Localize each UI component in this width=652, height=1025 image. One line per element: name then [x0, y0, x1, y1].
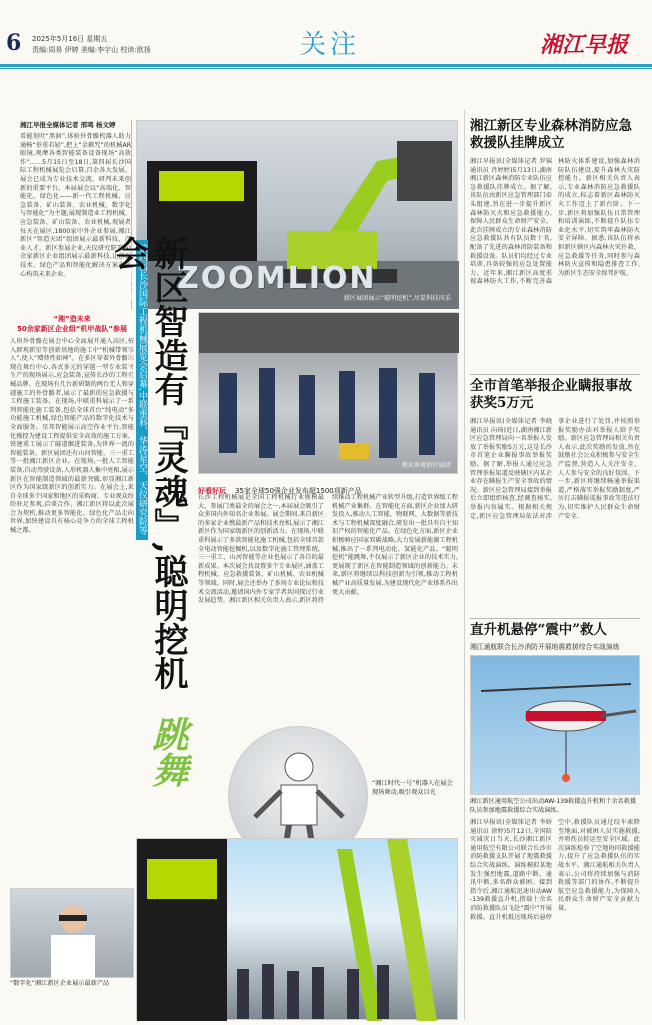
- ar-glasses-caption: “数字化”湘江新区企业展示最新产品: [10, 980, 110, 987]
- heli-article: [470, 622, 640, 1018]
- heli-article-title: 直升机悬停“震中”救人: [470, 622, 608, 638]
- issue-editors: 责编:周易 伊婷 美编:李宇山 校读:欧扬: [32, 46, 151, 54]
- reward-article: [470, 378, 640, 618]
- center-body: 长沙工程机械展是全国工程机械行业规模最大、参展门类最全的展会之一,本届展会吸引了众多国内外知名企业参展。展会期间,来自新区的多家企业携最新产品和技术亮相,展示了湘江新区作为国家级新区的创新活力。在现场,中联重科展示了多款智能化施工机械,包括全球首款全电动智能挖掘机,以及数字化施工管理系统。三一重工、山河智能等企业也展示了各自的最新成果。本次展会共设置多个专业展区,涵盖工程机械、应急救援装备、矿山机械、农业机械等领域。同时,展会还举办了多场专业论坛和技术交流活动,邀请国内外专家学者共同探讨行业发展趋势。湘江新区相关负责人表示,新区将持续推动工程机械产业转型升级,打造世界级工程机械产业集群。在智能化方面,新区企业加大研发投入,推动人工智能、物联网、大数据等新技术与工程机械深度融合,研发出一批具有自主知识产权的智能化产品。在绿色化方面,新区企业积极响应国家双碳战略,大力发展新能源工程机械,推出了一系列电动化、氢能化产品。“聪明挖机”能跳舞,不仅展示了新区企业的技术实力,更展现了新区在智能制造领域的创新能力。未来,新区将继续以科技创新为引领,推动工程机械产业高质量发展,为建设现代化产业体系作出更大贡献。: [198, 494, 458, 605]
- lead-body: 人形外骨骼在展会中心全面展开通入高区,被入群观新星等创新基地的施工中“机械带领器人”,使人“增替性如神”。在多区穿着外骨骼出现在舞台中心,各式多元的穿越一型专业装备生产的现场展示,应急装备,宣传长沙的工程机械品牌。在现场有几台新研制的两台无人和穿越施工的外骨骼者,展示了最新的应急救援与工程施工装备。在现场,中联重科展示了一系列智能化施工装备,包括全球首台“纯电动”多功能施工机械,绿色智能产品的数字化技术与全面服务。星邦智能展示高空作业平台,智能化操控为建设工程提供安全高效的施工方案。铁建重工展示了隧道掘进装备,为世界一流的智能装备。新区展团还有山河智能、三一重工等一批湘江新区企业。在现场,一批人工智能装备,自动驾驶设备,人形机器人集中亮相,展示新区在智能制造领域的最新突破,彰显湘江新区作为国家级新区的创新实力。在展会上,来自全球多个国家和地区的采购商、专业观众纷纷驻足参观,洽谈合作。湘江新区将以此次展会为契机,推动更多智能化、绿色化产品走向世界,加快建设具有核心竞争力的全球工程机械之都。: [10, 338, 134, 535]
- middle-caption-label: 好看好玩: [198, 487, 226, 495]
- fire-article-body: 湘江早报讯(全媒体记者 罗锦 通讯员 肖婷婷)5月13日,湖南湘江新区森林消防专业队伍应急救援队挂牌成立。据了解,该队伍由新区应急管理部门牵头组建,旨在进一步提升新区森林防灭火和应急救援能力,保障人民群众生命财产安全。此次挂牌成立的专业森林消防应急救援队共有队员数十名,配备了先进的森林消防装备和救援设备。队员们均经过专业培训,具备较强的应急处置能力。近年来,湘江新区高度重视森林防火工作,不断完善森林防火体系建设,加强森林消防队伍建设,提升森林火灾防控能力。新区相关负责人表示,专业森林消防应急救援队的成立,标志着新区森林防灭火工作迈上了新台阶。下一步,新区将加强队伍日常管理和培训演练,不断提升队伍专业化水平,切实筑牢森林防火安全屏障。据悉,该队伍将承担新区辖区内森林火灾扑救、应急救援等任务,同时参与森林防火宣传和隐患排查工作,为新区生态安全保驾护航。: [470, 158, 640, 286]
- crowd-illustration: [199, 313, 459, 475]
- crowd-photo: [198, 312, 458, 474]
- newspaper-logo: 湘江早报: [540, 32, 629, 58]
- headline-accent: 跳舞: [147, 716, 189, 788]
- person-illustration: [11, 889, 135, 979]
- page-number: 6: [6, 30, 22, 56]
- helicopter-caption: 湘江新区通用航空公司出动AW-139救援直升机和十余名救援队员参加地震救援综合实战演练。: [470, 798, 637, 814]
- lead-subhead-box: [10, 314, 134, 334]
- reward-article-body: 湘江早报讯(全媒体记者 李晓 通讯员 向琦)近日,湖南湘江新区应急管理局向一名举报人发放了举报奖励5万元,这是长沙市首笔企业瞒报事故举报奖励。据了解,举报人通过应急管理举报渠道反映辖区内某企业存在瞒报生产安全事故的情况。新区应急管理局接到举报后立即组织核查,经调查核实,举报内容属实。根据相关规定,新区应急管理局依法对涉事企业进行了处罚,并按照举报奖励办法对举报人给予奖励。新区应急管理局相关负责人表示,此次奖励的发放,旨在鼓励社会公众积极参与安全生产监督,营造人人关注安全、人人参与安全的良好氛围。下一步,新区将继续畅通举报渠道,严格落实举报奖励制度,严厉打击瞒报谎报事故等违法行为,切实维护人民群众生命财产安全。: [470, 418, 640, 520]
- header-rule-thin: [0, 68, 652, 69]
- crowd-photo-caption: 观众参观新区展团: [401, 461, 451, 469]
- section-title: 关注: [300, 30, 361, 60]
- middle-caption-bar: [198, 478, 458, 495]
- lead-byline: 湘江早报全媒体记者 邢鸣 杨文婷: [20, 121, 116, 129]
- lead-intro-box: [20, 120, 132, 310]
- headline-kicker: 第四届长沙国际工程机械展览会启幕,中联重科、华涛星空、天仪研究院等50余家新区企业组团展示最新科技: [136, 240, 148, 540]
- right-rule-2: [470, 618, 640, 619]
- headline-main: 新区智造有『灵魂』,聪明挖机会: [108, 236, 188, 690]
- heli-article-subtitle: 湘江通航联合长沙消防开展地震救援综合实战演练: [470, 643, 620, 651]
- column-divider: [464, 110, 465, 1020]
- fire-article: [470, 118, 640, 374]
- lead-intro: 看能划吐“黑洞”,体验外骨骼机器人助力通畅“举重若轻”,把上“金箍咒”的机械AR眼镜,观摩各类智能装备设备现场“高效作”……5月15日至18日,第四届长沙国际工程机械展览会启幕,百余各大发展。展会已成为专业技术交流、研判未来创新的重要平台。本届展会以“高端化、智能化、绿色化——新一代工程机械、应急装备、矿山装备、农业机械、数字化与智能化”为主题,展现制造业工程机械、应急装备、矿山装备、农业机械,观展者每天在展区,1800家中外企业参展,湘江新区“智造天团”组团展示最新科技、产业人才。新区参展企业,天仪研究院等50余家新区企业组团展示最新科技,让创新技术、绿色产品和智能化解决方案为核心构筑未来企业。: [20, 133, 131, 278]
- issue-date: 2025年5月16日 星期五: [32, 35, 108, 43]
- ar-glasses-photo: [10, 888, 134, 978]
- header-rule: [0, 64, 652, 67]
- bottom-exhibit-photo: [136, 838, 458, 1020]
- issue-meta: [32, 34, 151, 56]
- banner-brand-text: ZOOMLION: [177, 261, 377, 296]
- heli-article-body: 湘江早报讯(全媒体记者 李娇 通讯员 徐婷)5月12日,全国防灾减灾日当天,长沙湘江新区通用航空有限公司联合长沙市消防救援支队开展了地震救援综合实战演练。演练模拟某地发生强烈地震,道路中断、通讯中断,多名群众被困。接到指令后,湘江通航迅速出动AW-139救援直升机,搭载十余名消防救援队员飞赴“震中”开展救援。直升机抵达现场后悬停空中,救援队员通过绞车索降至地面,对被困人员实施救援,并将伤员转运至安全区域。此次演练检验了空地协同救援能力,提升了应急救援队伍的实战水平。湘江通航相关负责人表示,公司将持续加强与消防救援等部门的协作,不断提升航空应急救援能力,为保障人民群众生命财产安全贡献力量。: [470, 819, 640, 921]
- top-photo-caption: 新区展团展示“聪明挖机”,尽显科技风采: [343, 294, 451, 302]
- middle-caption-text: 35家全球50强企业发布超1500项新产品: [235, 487, 362, 495]
- helicopter-photo: [470, 655, 640, 795]
- lead-subhead: “湘”造未来 50余家新区企业组“机甲战队”参展: [17, 315, 127, 333]
- exhibit-illustration: [137, 839, 459, 1021]
- helicopter-illustration: [471, 656, 641, 796]
- right-rule-1: [470, 374, 640, 375]
- fire-article-title: 湘江新区专业森林消防应急救援队挂牌成立: [470, 118, 632, 151]
- robot-caption: “湘江时代一号”机器人在展会现场舞动,吸引观众目光: [372, 780, 453, 796]
- reward-article-title: 全市首笔举报企业瞒报事故获奖5万元: [470, 378, 632, 411]
